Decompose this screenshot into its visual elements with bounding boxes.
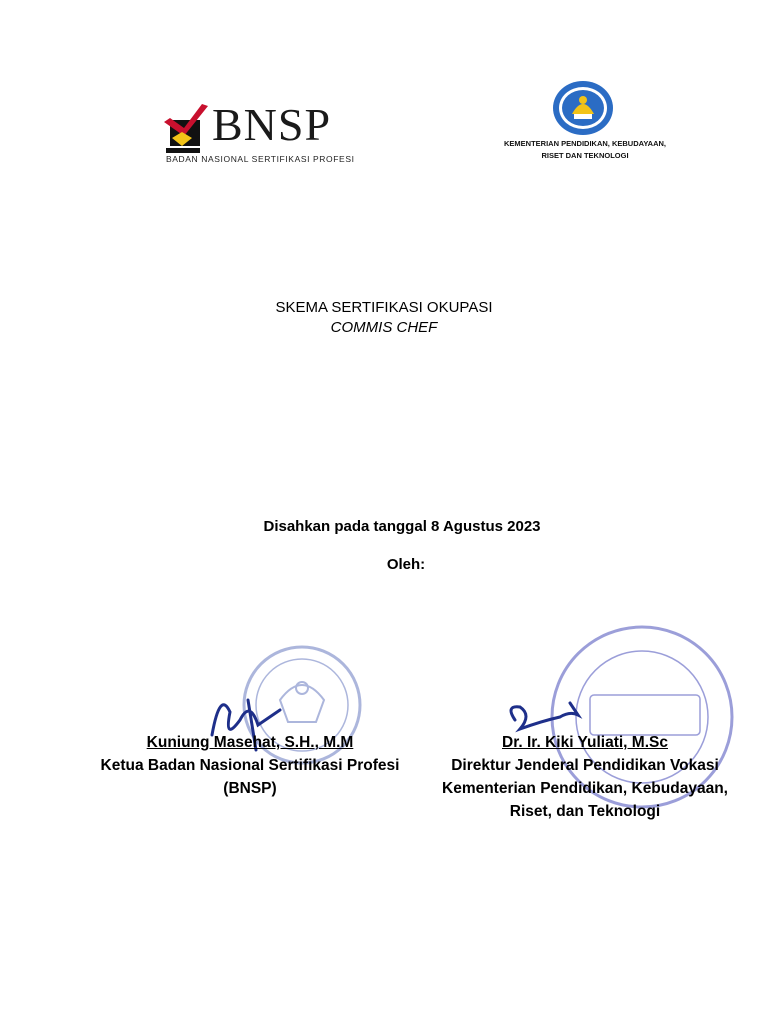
document-title	[0, 298, 768, 338]
kemdikbud-name-line1: KEMENTERIAN PENDIDIKAN, KEBUDAYAAN,	[504, 139, 666, 148]
dirjen-signatory-ministry: Kementerian Pendidikan, Kebudayaan,	[442, 780, 728, 797]
bnsp-signatory	[80, 731, 420, 800]
approval-date-text: Disahkan pada tanggal 8 Agustus 2023	[263, 518, 541, 535]
dirjen-signatory	[420, 731, 750, 823]
kemdikbud-name-line2: RISET DAN TEKNOLOGI	[541, 151, 629, 160]
kemdikbud-emblem-icon	[552, 80, 614, 136]
scheme-title: SKEMA SERTIFIKASI OKUPASI	[275, 299, 493, 316]
bnsp-signatory-title: Ketua Badan Nasional Sertifikasi Profesi	[100, 757, 400, 774]
dirjen-signatory-ministry-cont: Riset, dan Teknologi	[509, 803, 661, 820]
bnsp-name: BNSP	[212, 99, 332, 150]
occupation-title: COMMIS CHEF	[330, 319, 438, 336]
bnsp-signatory-name: Kuniung Masehat, S.H., M.M	[146, 734, 354, 751]
dirjen-signatory-name: Dr. Ir. Kiki Yuliati, M.Sc	[502, 734, 668, 751]
dirjen-signatory-title: Direktur Jenderal Pendidikan Vokasi	[451, 757, 719, 774]
bnsp-logo	[162, 98, 355, 170]
bnsp-mark-icon	[162, 102, 210, 160]
kemdikbud-name	[470, 138, 700, 162]
bnsp-subtitle: BADAN NASIONAL SERTIFIKASI PROFESI	[166, 154, 355, 164]
by-label: Oleh:	[386, 556, 426, 573]
bnsp-stamp-signature	[80, 630, 420, 830]
bnsp-signatory-org: (BNSP)	[223, 780, 277, 797]
